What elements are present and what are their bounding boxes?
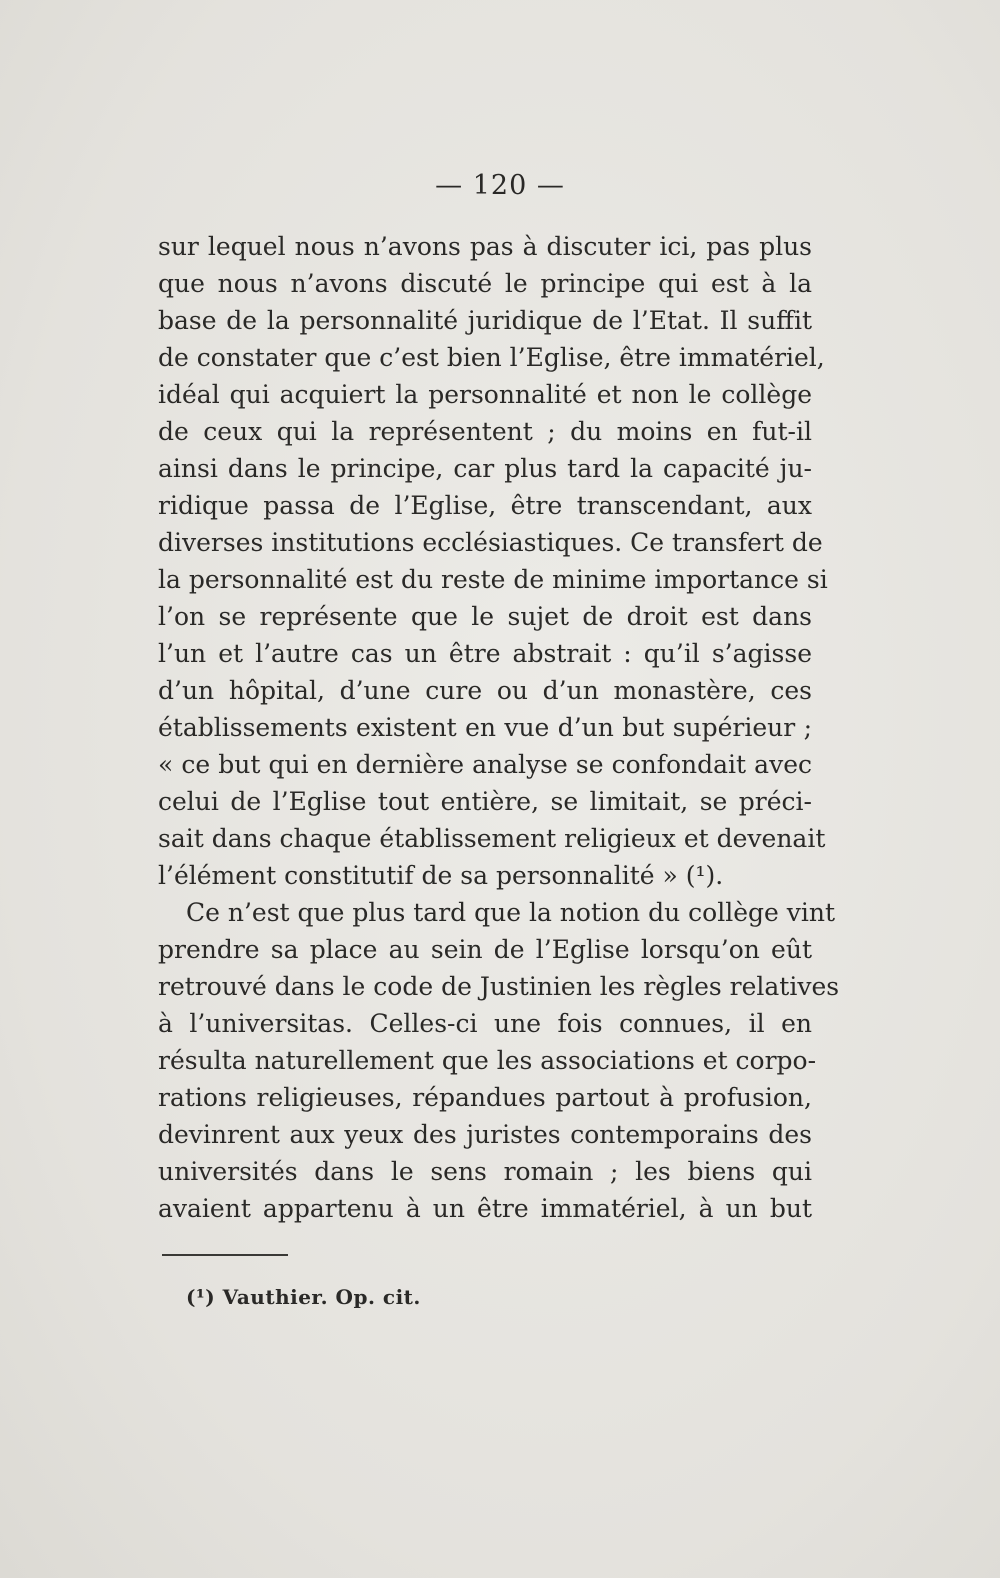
text-line: l’un et l’autre cas un être abstrait : qu’il s’agisse bbox=[158, 639, 812, 668]
text-line: à l’universitas. Celles-ci une fois connues, il en bbox=[158, 1009, 812, 1038]
text-line: universités dans le sens romain ; les biens qui bbox=[158, 1157, 812, 1186]
footnote: (¹) Vauthier. Op. cit. bbox=[186, 1285, 421, 1309]
text-line: résulta naturellement que les associations et corpo- bbox=[158, 1046, 817, 1075]
text-line: ainsi dans le principe, car plus tard la capacité ju- bbox=[158, 454, 812, 483]
text-line: « ce but qui en dernière analyse se confondait avec bbox=[158, 750, 812, 779]
text-line: l’élément constitutif de sa personnalité » (¹). bbox=[158, 861, 724, 890]
text-line: l’on se représente que le sujet de droit est dans bbox=[158, 602, 812, 631]
text-line: sur lequel nous n’avons pas à discuter ici, pas plus bbox=[158, 232, 812, 261]
text-line: de constater que c’est bien l’Eglise, être immatériel, bbox=[158, 343, 825, 372]
text-line: ridique passa de l’Eglise, être transcendant, aux bbox=[158, 491, 812, 520]
text-line: que nous n’avons discuté le principe qui est à la bbox=[158, 269, 812, 298]
text-line: retrouvé dans le code de Justinien les règles relatives bbox=[158, 972, 840, 1001]
text-line: celui de l’Eglise tout entière, se limitait, se préci- bbox=[158, 787, 812, 816]
text-line: devinrent aux yeux des juristes contemporains des bbox=[158, 1120, 812, 1149]
text-line: Ce n’est que plus tard que la notion du collège vint bbox=[186, 898, 835, 927]
text-line: d’un hôpital, d’une cure ou d’un monastère, ces bbox=[158, 676, 812, 705]
text-line: sait dans chaque établissement religieux et devenait bbox=[158, 824, 826, 853]
text-line: rations religieuses, répandues partout à profusion, bbox=[158, 1083, 812, 1112]
text-line: de ceux qui la représentent ; du moins en fut-il bbox=[158, 417, 812, 446]
text-line: avaient appartenu à un être immatériel, à un but bbox=[158, 1194, 812, 1223]
footnote-divider bbox=[162, 1254, 288, 1256]
text-line: idéal qui acquiert la personnalité et non le collège bbox=[158, 380, 812, 409]
text-line: diverses institutions ecclésiastiques. Ce transfert de bbox=[158, 528, 823, 557]
text-line: base de la personnalité juridique de l’Etat. Il suffit bbox=[158, 306, 812, 335]
text-line: la personnalité est du reste de minime importance si bbox=[158, 565, 828, 594]
body-text bbox=[158, 228, 840, 1227]
page-number: — 120 — bbox=[435, 170, 565, 201]
text-line: prendre sa place au sein de l’Eglise lorsqu’on eût bbox=[158, 935, 812, 964]
text-line: établissements existent en vue d’un but supérieur ; bbox=[158, 713, 812, 742]
